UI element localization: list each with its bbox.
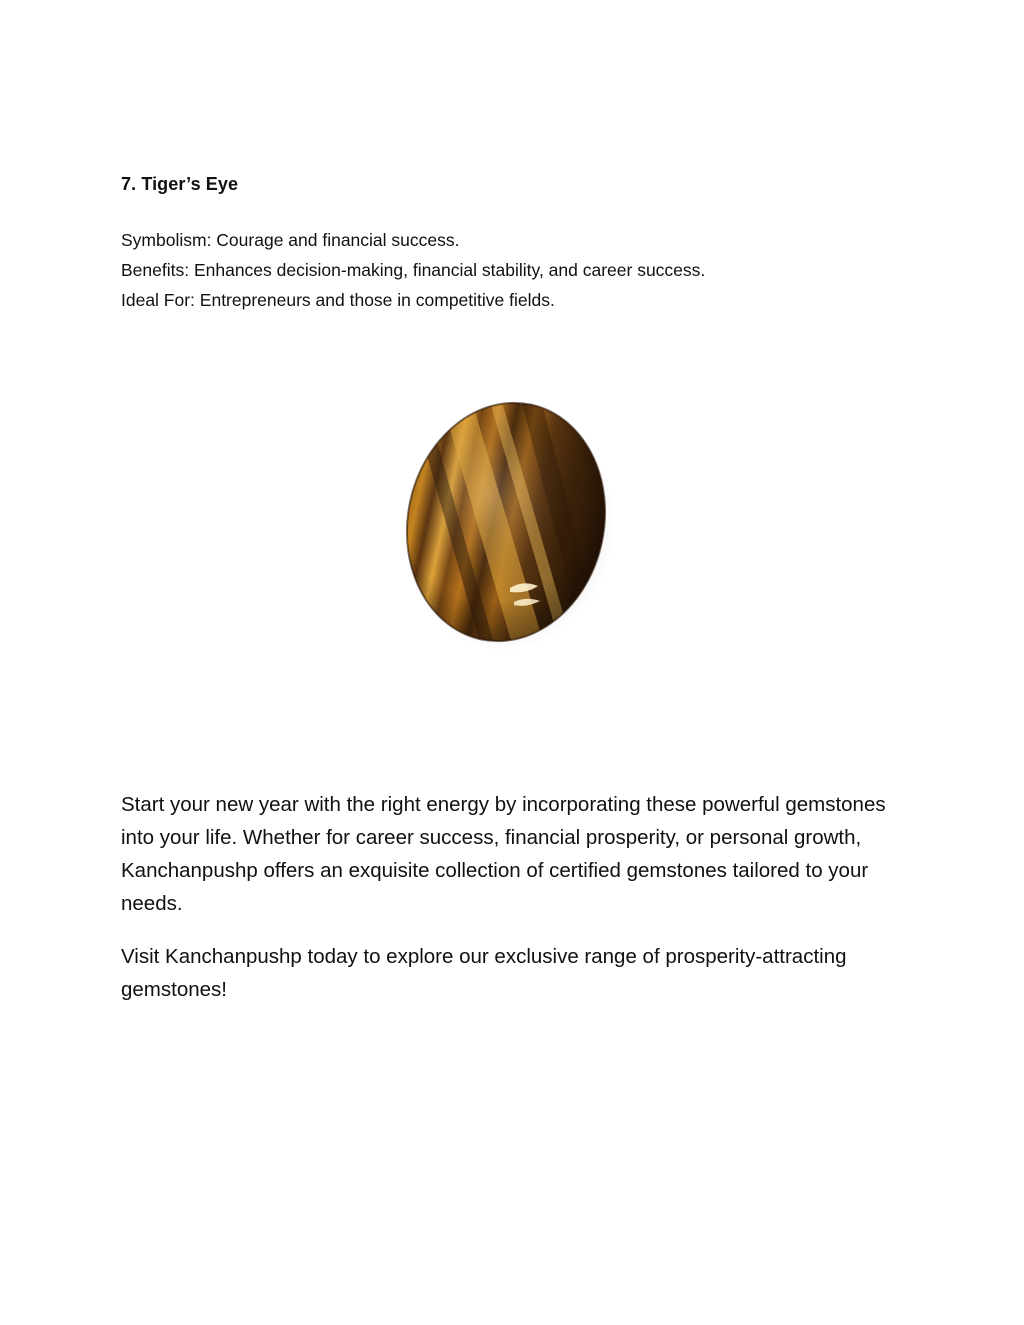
section-heading: 7. Tiger’s Eye [121,174,239,194]
ideal-for-line: Ideal For: Entrepreneurs and those in competitive fields. [121,290,555,310]
benefits-line: Benefits: Enhances decision-making, financial stability, and career success. [121,260,706,280]
closing-paragraph-2: Visit Kanchanpushp today to explore our exclusive range of prosperity-attracting gemstones! [121,945,847,1001]
symbolism-line: Symbolism: Courage and financial success. [121,230,460,250]
tiger-eye-gemstone-image [398,398,618,652]
gem-details [121,225,941,315]
closing-paragraph-1: Start your new year with the right energy by incorporating these powerful gemstones into your life. Whether for career success, financial prosperity, or personal growth, Kanchanpushp offers an exquisite collection of certified gemstones tailored to your needs. [121,793,886,915]
